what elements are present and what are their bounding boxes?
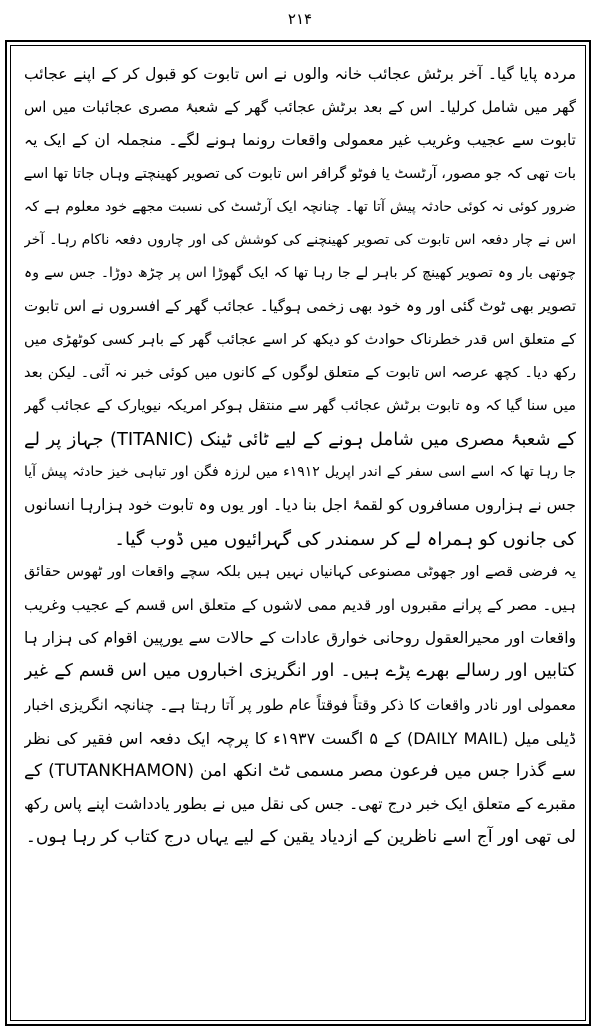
text-line: معمولی اور نادر واقعات کا ذکر وقتاً فوقتاً عام طور پر آتا رہتا ہے۔ چنانچہ انگریزی اخبار [24,695,576,714]
text-line: مردہ پایا گیا۔ آخر برٹش عجائب خانہ والوں نے اس تابوت کو قبول کر کے اپنے عجائب [24,65,576,83]
text-line: جا رہا تھا کہ اسے اسی سفر کے اندر اپریل ۱۹۱۲ء میں لرزہ فگن اور تباہی خیز حادثہ پیش آیا [24,464,576,481]
paragraph-1 [24,58,576,556]
text-line: لی تھی اور آج اسے ناظرین کے ازدیاد یقین کے لیے یہاں درج کتاب کر رہا ہوں۔ [25,827,576,848]
text-line: تصویر بھی ٹوٹ گئی اور وہ خود بھی زخمی ہوگیا۔ عجائب گھر کے افسروں نے اس تابوت [24,297,576,316]
page-number: ۲۱۴ [287,10,313,28]
text-line: ضرور کوئی نہ کوئی حادثہ پیش آتا تھا۔ چنانچہ ایک آرٹسٹ کی نسبت مجھے خود معلوم ہے کہ [24,198,576,215]
text-line: میں سنا گیا کہ وہ تابوت برٹش عجائب گھر سے منتقل ہوکر امریکہ نیویارک کے عجائب گھر [24,397,576,414]
text-line: رکھ دیا۔ کچھ عرصہ اس تابوت کے متعلق لوگوں کے کانوں میں کوئی خبر نہ آئی۔ لیکن بعد [24,364,576,381]
text-line: گھر میں شامل کرلیا۔ اس کے بعد برٹش عجائب گھر کے شعبۂ مصری عجائبات میں اس [24,98,576,117]
text-line: واقعات اور محیرالعقول روحانی خوارق عادات کے حالات سے یورپین اقوام کی ہزار ہا [24,629,576,648]
text-line: یہ فرضی قصے اور جھوٹی مصنوعی کہانیاں نہیں ہیں بلکہ سچے واقعات اور ٹھوس حقائق [24,563,576,580]
text-line: جس نے ہزاروں مسافروں کو لقمۂ اجل بنا دیا۔ اور یوں وہ تابوت خود ہزارہا انسانوں [24,496,576,515]
text-line: مقبرے کے متعلق ایک خبر درج تھی۔ جس کی نقل میں نے بطور یادداشت اپنے پاس رکھ [24,795,576,814]
text-line: کے متعلق اس قدر خطرناک حوادث کو دیکھ کر اسے عجائب گھر کے باہر کسی کوٹھڑی میں [24,331,576,348]
text-line: ڈیلی میل (DAILY MAIL) کے ۵ اگست ۱۹۳۷ء کا پرچہ ایک دفعہ اس فقیر کی نظر [24,728,576,748]
text-line: بات تھی کہ جو مصور، آرٹسٹ یا فوٹو گرافر اس تابوت کی تصویر کھینچتے وہاں جاتا تھا اسے [24,165,576,182]
text-line: چوتھی بار وہ تصویر کھینچ کر باہر لے جا رہا تھا کہ ایک گھوڑا اس پر چڑھ دوڑا۔ جس سے وہ [24,265,576,282]
text-line: سے گذرا جس میں فرعون مصر مسمی ٹٹ انکھ امن (TUTANKHAMON) کے [24,760,576,781]
text-line: کی جانوں کو ہمراہ لے کر سمندر کی گہرائیوں میں ڈوب گیا۔ [114,528,576,550]
text-line: کتابیں اور رسالے بھرے پڑے ہیں۔ اور انگریزی اخباروں میں اس قسم کے غیر [24,661,576,682]
text-line: ہیں۔ مصر کے پرانے مقبروں اور قدیم ممی لاشوں کے متعلق اس قسم کے عجیب وغریب [24,596,576,614]
page-body [24,58,576,855]
text-line: کے شعبۂ مصری میں شامل ہونے کے لیے ٹائی ٹینک (TITANIC) جہاز پر لے [24,429,576,451]
text-line: تابوت سے عجیب وغریب غیر معمولی واقعات رونما ہونے لگے۔ منجملہ ان کے ایک یہ [24,131,576,150]
paragraph-2 [24,556,576,855]
text-line: اس نے چار دفعہ اس تابوت کی تصویر کھینچنے کی کوشش کی اور چاروں دفعہ ناکام رہا۔ آخر [24,231,576,248]
